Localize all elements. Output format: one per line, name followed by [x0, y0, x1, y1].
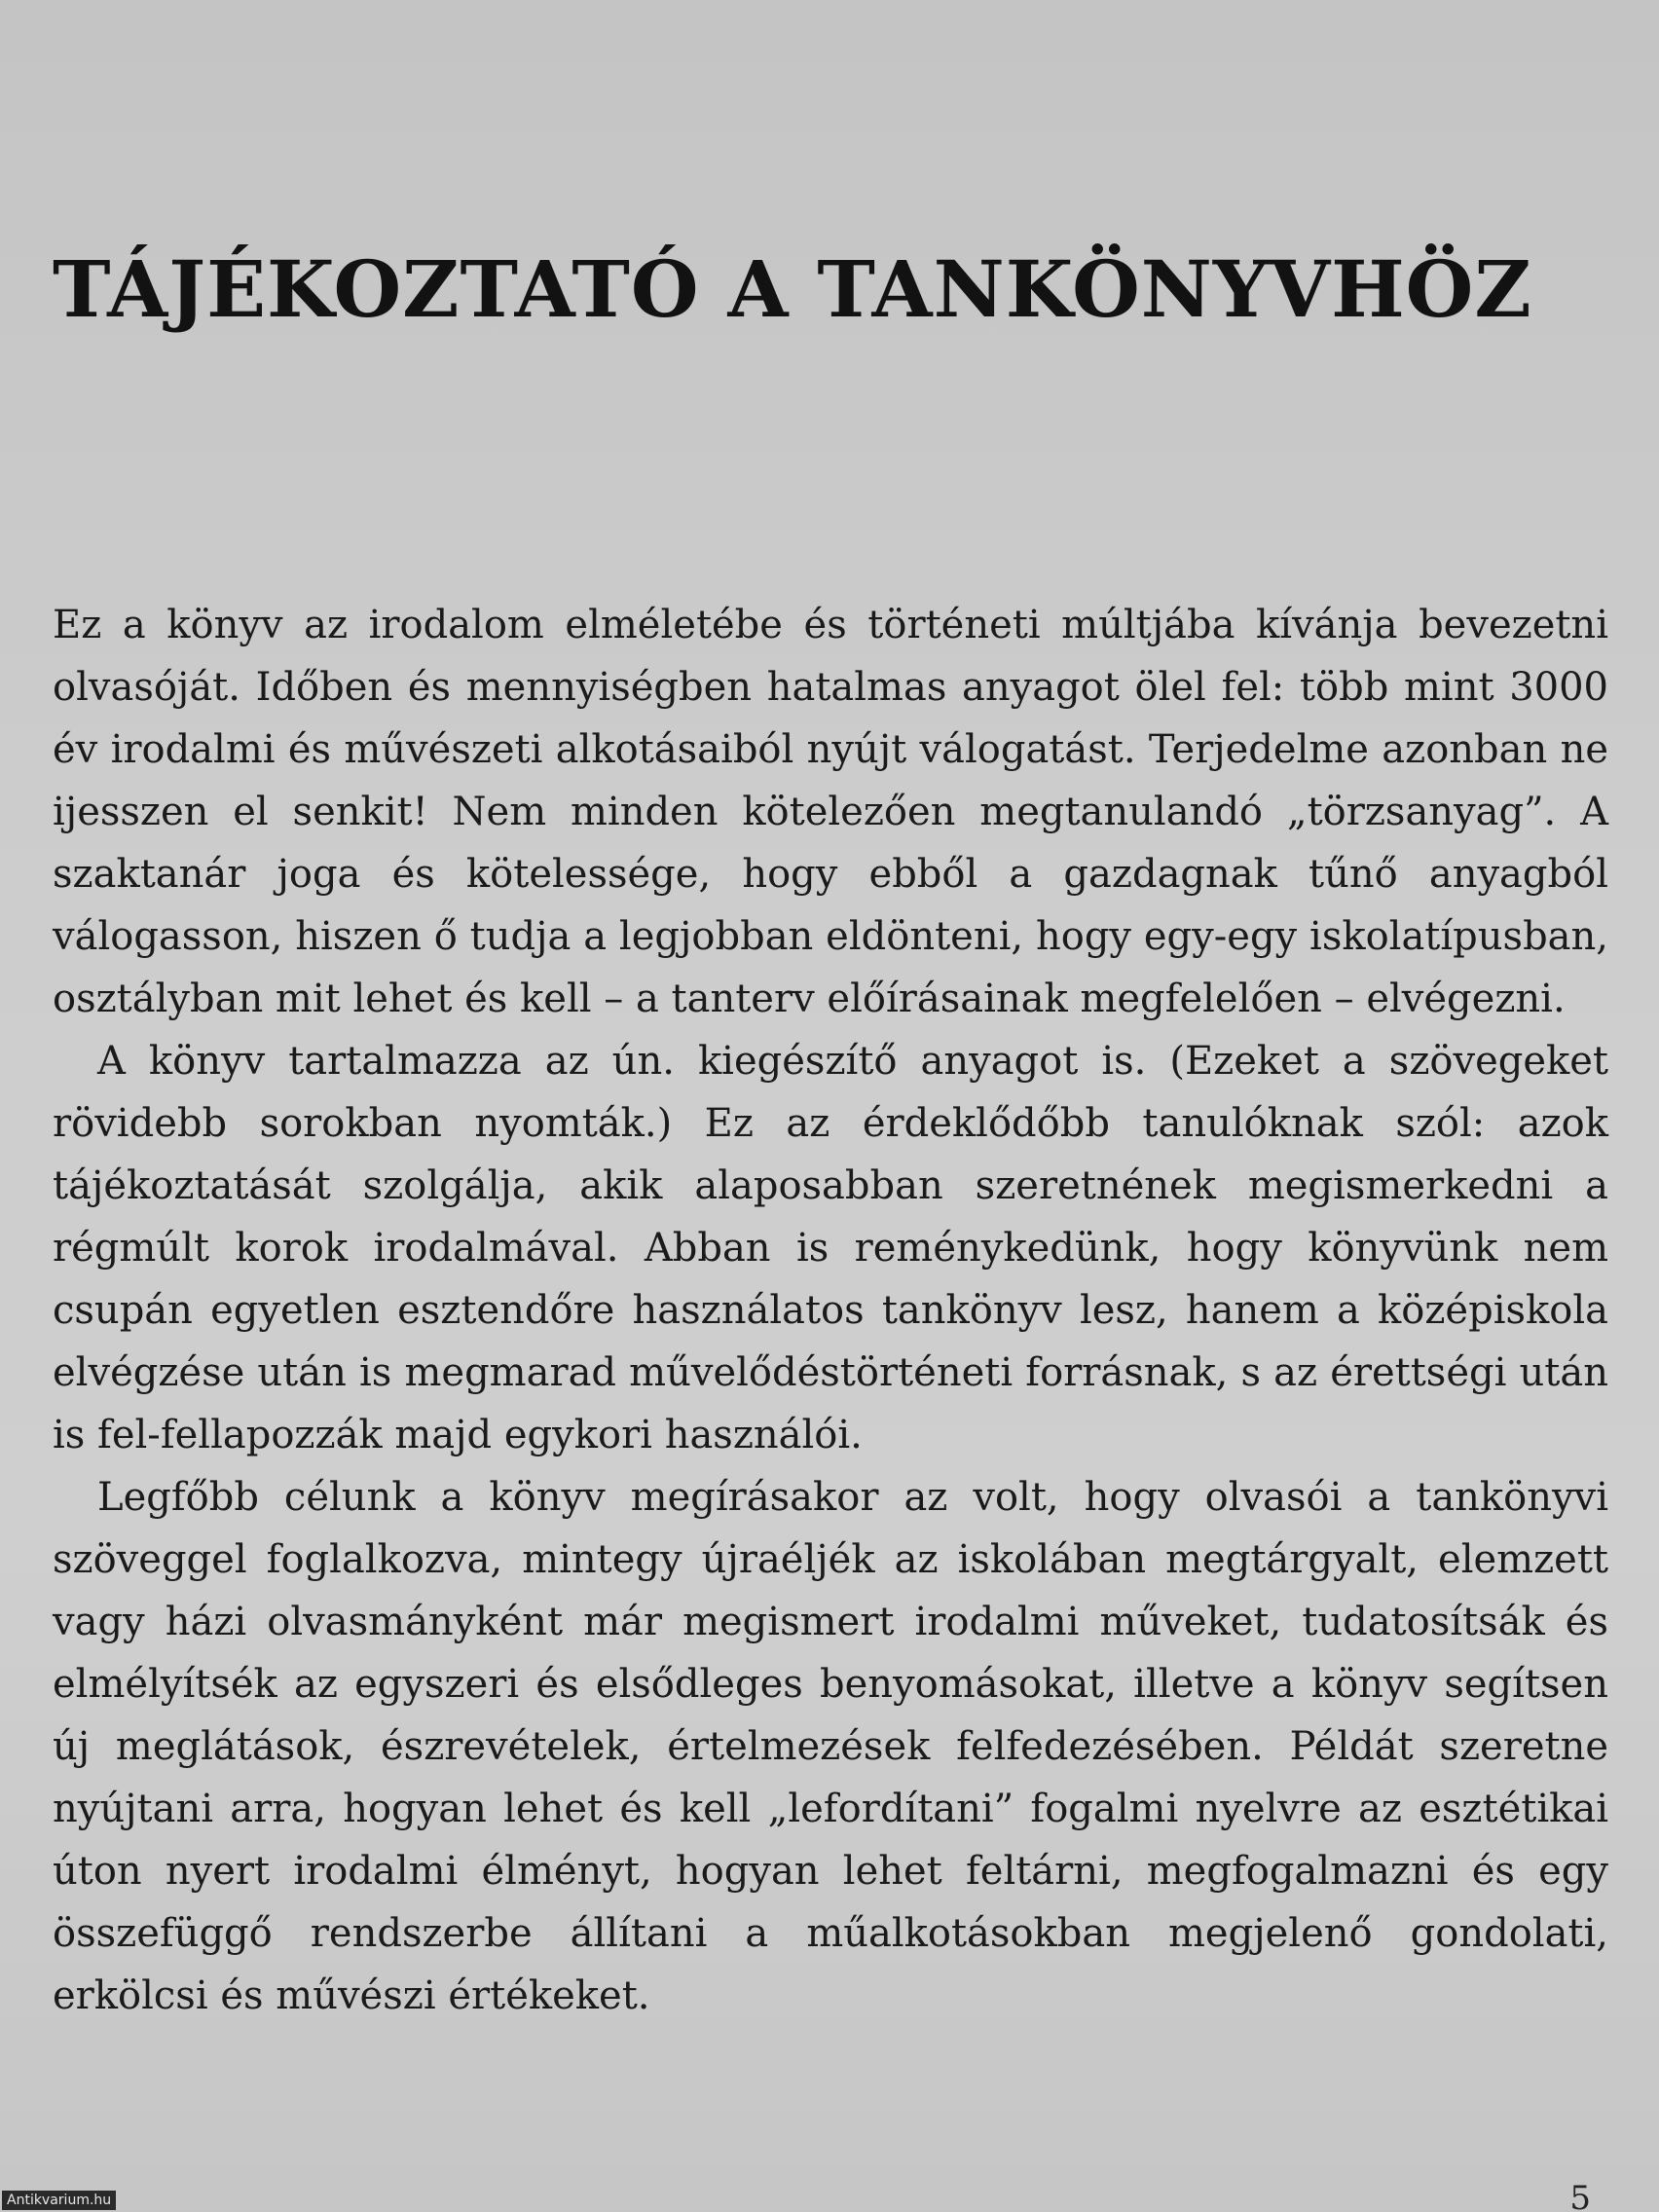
paragraph-1: Ez a könyv az irodalom elméletébe és történeti múltjába kívánja bevezetni olvasóját. Időben és mennyiségben hatalmas anyagot ölel fel: több mint 3000 év irodalmi és művészeti alkotásaiból nyújt válogatást. Terjedelme azonban ne ijesszen el senkit! Nem minden kötelezően megtanulandó „törzsanyag”. A szaktanár joga és kötelessége, hogy ebből a gazdagnak tűnő anyagból válogasson, hiszen ő tudja a legjobban eldönteni, hogy egy-egy iskolatípusban, osztályban mit lehet és kell – a tanterv előírásainak megfelelően – elvégezni. [53, 603, 1608, 1021]
page-title: TÁJÉKOZTATÓ A TANKÖNYVHÖZ [53, 243, 1532, 335]
page-number: 5 [1569, 2179, 1591, 2212]
paragraph-3: Legfőbb célunk a könyv megírásakor az volt, hogy olvasói a tankönyvi szöveggel foglalkozva, mintegy újraéljék az iskolában megtárgyalt, elemzett vagy házi olvasmányként már megismert irodalmi műveket, tudatosítsák és elmélyítsék az egyszeri és elsődleges benyomásokat, illetve a könyv segítsen új meglátások, észrevételek, értelmezések felfedezésében. Példát szeretne nyújtani arra, hogyan lehet és kell „lefordítani” fogalmi nyelvre az esztétikai úton nyert irodalmi élményt, hogyan lehet feltárni, megfogalmazni és egy összefüggő rendszerbe állítani a műalkotásokban megjelenő gondolati, erkölcsi és művészi értékeket. [53, 1475, 1608, 2018]
watermark-label: Antikvarium.hu [2, 2191, 116, 2210]
body-text [53, 594, 1608, 2027]
paragraph-2: A könyv tartalmazza az ún. kiegészítő anyagot is. (Ezeket a szövegeket rövidebb sorokban nyomták.) Ez az érdeklődőbb tanulóknak szól: azok tájékoztatását szolgálja, akik alaposabban szeretnének megismerkedni a régmúlt korok irodalmával. Abban is reménykedünk, hogy könyvünk nem csupán egyetlen esztendőre használatos tankönyv lesz, hanem a középiskola elvégzése után is megmarad művelődéstörténeti forrásnak, s az érettségi után is fel-fellapozzák majd egykori használói. [53, 1039, 1608, 1457]
